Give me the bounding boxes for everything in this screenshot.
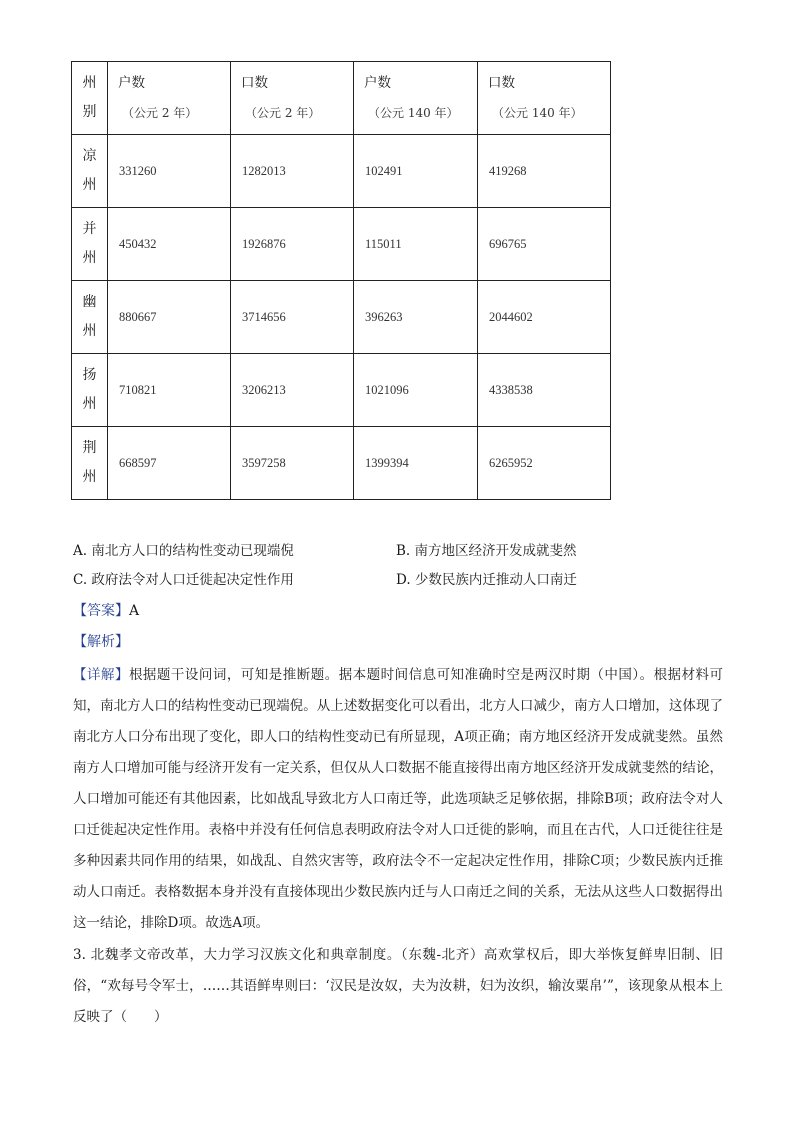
option-a: A. 南北方人口的结构性变动已现端倪 [73, 543, 294, 559]
state-char: 州 [82, 469, 97, 485]
header-subtitle: （公元 140 年） [492, 106, 583, 120]
value-cell: 396263 [354, 281, 478, 354]
header-title: 口数 [241, 75, 268, 91]
header-subtitle: （公元 140 年） [368, 106, 459, 120]
state-char: 州 [82, 250, 97, 266]
value-cell: 1282013 [231, 135, 354, 208]
table-row [72, 208, 611, 281]
state-char: 州 [82, 396, 97, 412]
header-title: 口数 [488, 75, 515, 91]
value-cell: 102491 [354, 135, 478, 208]
value-cell: 6265952 [478, 427, 611, 500]
value-cell: 1021096 [354, 354, 478, 427]
state-cell [72, 135, 108, 208]
state-char: 凉 [82, 148, 97, 164]
value-cell: 2044602 [478, 281, 611, 354]
table-header-row [72, 62, 611, 135]
table-row [72, 281, 611, 354]
state-cell [72, 354, 108, 427]
state-char: 荆 [82, 440, 97, 456]
state-char: 州 [82, 177, 97, 193]
question-3: 3. 北魏孝文帝改革，大力学习汉族文化和典章制度。（东魏-北齐）高欢掌权后，即大举恢复鲜卑旧制、旧俗，“欢每号令军士，……其语鲜卑则曰：‘汉民是汝奴，夫为汝耕，妇为汝织，输汝粟帛’”，该现象从根本上反映了（ ） [73, 947, 723, 1025]
header-cell [108, 62, 231, 135]
detail-text: 根据题干设问词，可知是推断题。据本题时间信息可知准确时空是两汉时期（中国）。根据材料可知，南北方人口的结构性变动已现端倪。从上述数据变化可以看出，北方人口减少，南方人口增加，这体现了南北方人口分布出现了变化，即人口的结构性变动已有所显现，A项正确；南方地区经济开发成就斐然。虽然南方人口增加可能与经济开发有一定关系，但仅从人口数据不能直接得出南方地区经济开发成就斐然的结论，人口增加可能还有其他因素，比如战乱导致北方人口南迁等，此选项缺乏足够依据，排除B项；政府法令对人口迁徙起决定性作用。表格中并没有任何信息表明政府法令对人口迁徙的影响，而且在古代，人口迁徙往往是多种因素共同作用的结果，如战乱、自然灾害等，政府法令不一定起决定性作用，排除C项；少数民族内迁推动人口南迁。表格数据本身并没有直接体现出少数民族内迁与人口南迁之间的关系，无法从这些人口数据得出这一结论，排除D项。故选A项。 [73, 667, 724, 931]
header-subtitle: （公元 2 年） [245, 106, 321, 120]
state-char: 扬 [82, 367, 97, 383]
header-state-char: 州 [82, 75, 97, 91]
value-cell: 1399394 [354, 427, 478, 500]
state-cell [72, 208, 108, 281]
header-state-char: 别 [82, 104, 97, 120]
value-cell: 450432 [108, 208, 231, 281]
value-cell: 880667 [108, 281, 231, 354]
value-cell: 419268 [478, 135, 611, 208]
state-char: 并 [82, 221, 97, 237]
table-row [72, 427, 611, 500]
table-row [72, 354, 611, 427]
option-c: C. 政府法令对人口迁徙起决定性作用 [73, 572, 294, 588]
header-cell [354, 62, 478, 135]
state-cell [72, 427, 108, 500]
value-cell: 3714656 [231, 281, 354, 354]
value-cell: 1926876 [231, 208, 354, 281]
value-cell: 710821 [108, 354, 231, 427]
value-cell: 668597 [108, 427, 231, 500]
option-b: B. 南方地区经济开发成就斐然 [396, 543, 577, 559]
header-cell [478, 62, 611, 135]
detail-paragraph [73, 660, 723, 939]
header-subtitle: （公元 2 年） [122, 106, 198, 120]
option-d: D. 少数民族内迁推动人口南迁 [396, 572, 577, 588]
header-title: 户数 [364, 75, 391, 91]
state-char: 州 [82, 323, 97, 339]
answer-value: A [129, 603, 140, 619]
table-row [72, 135, 611, 208]
value-cell: 331260 [108, 135, 231, 208]
value-cell: 3206213 [231, 354, 354, 427]
answer-tag: 【答案】 [73, 603, 129, 619]
detail-tag: 【详解】 [73, 667, 129, 683]
population-table [71, 61, 611, 500]
state-cell [72, 281, 108, 354]
answer-line [73, 600, 139, 620]
value-cell: 4338538 [478, 354, 611, 427]
state-char: 幽 [82, 294, 97, 310]
value-cell: 3597258 [231, 427, 354, 500]
header-cell [231, 62, 354, 135]
value-cell: 115011 [354, 208, 478, 281]
value-cell: 696765 [478, 208, 611, 281]
header-state-cell [72, 62, 108, 135]
analysis-tag: 【解析】 [73, 634, 129, 650]
header-title: 户数 [118, 75, 145, 91]
